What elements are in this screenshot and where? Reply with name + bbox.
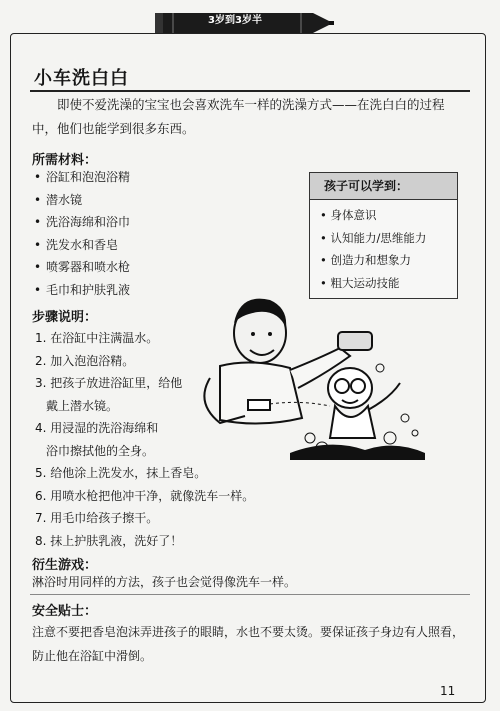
list-item: • 洗浴海绵和浴巾: [34, 215, 131, 229]
page-title: 小车洗白白: [34, 68, 129, 89]
step-item: 戴上潜水镜。: [46, 398, 119, 413]
list-item: • 潜水镜: [34, 192, 83, 207]
list-item: • 浴缸和泡泡浴精: [34, 170, 131, 184]
list-item: • 洗发水和香皂: [34, 237, 119, 252]
intro-paragraph: 即使不爱洗澡的宝宝也会喜欢洗车一样的洗澡方式——在洗白白的过程中，他们也能学到很多东西。: [32, 97, 445, 136]
list-item: • 粗大运动技能: [320, 275, 400, 290]
page-number: 11: [440, 684, 456, 698]
step-item: 5. 给他涂上洗发水，抹上香皂。: [35, 466, 207, 480]
variation-text: 淋浴时用同样的方法，孩子也会觉得像洗车一样。: [32, 575, 297, 589]
steps-heading: 步骤说明：: [32, 310, 98, 325]
step-item: 3. 把孩子放进浴缸里，给他: [35, 376, 183, 390]
step-item: 1. 在浴缸中注满温水。: [35, 331, 159, 345]
safety-text: 注意不要把香皂泡沫弄进孩子的眼睛，水也不要太烫。要保证孩子身边有人照看，防止他在浴缸中滑倒。: [32, 625, 465, 663]
step-item: 浴巾擦拭他的全身。: [46, 443, 155, 458]
list-item: • 喷雾器和喷水枪: [34, 260, 131, 274]
section-divider: [30, 594, 470, 595]
list-item: • 身体意识: [320, 208, 377, 222]
father-washing-child-illustration: [190, 288, 430, 473]
variation-heading: 衍生游戏：: [32, 558, 98, 573]
step-item: 2. 加入泡泡浴精。: [35, 353, 135, 368]
materials-heading: 所需材料：: [32, 153, 98, 168]
age-range-label: 3岁到3岁半: [208, 15, 262, 26]
safety-heading: 安全贴士：: [32, 604, 98, 619]
step-item: 6. 用喷水枪把他冲干净，就像洗车一样。: [35, 488, 255, 503]
step-item: 7. 用毛巾给孩子擦干。: [35, 511, 159, 525]
skills-heading: 孩子可以学到：: [310, 173, 457, 200]
step-item: 4. 用浸湿的洗浴海绵和: [35, 421, 159, 435]
list-item: • 认知能力/思维能力: [320, 230, 427, 245]
skills-box: [309, 172, 458, 299]
materials-list: [34, 166, 130, 301]
list-item: • 毛巾和护肤乳液: [34, 282, 131, 297]
list-item: • 创造力和想象力: [320, 253, 411, 267]
step-item: 8. 抹上护肤乳液，洗好了！: [35, 533, 183, 548]
skills-list: [310, 204, 457, 294]
